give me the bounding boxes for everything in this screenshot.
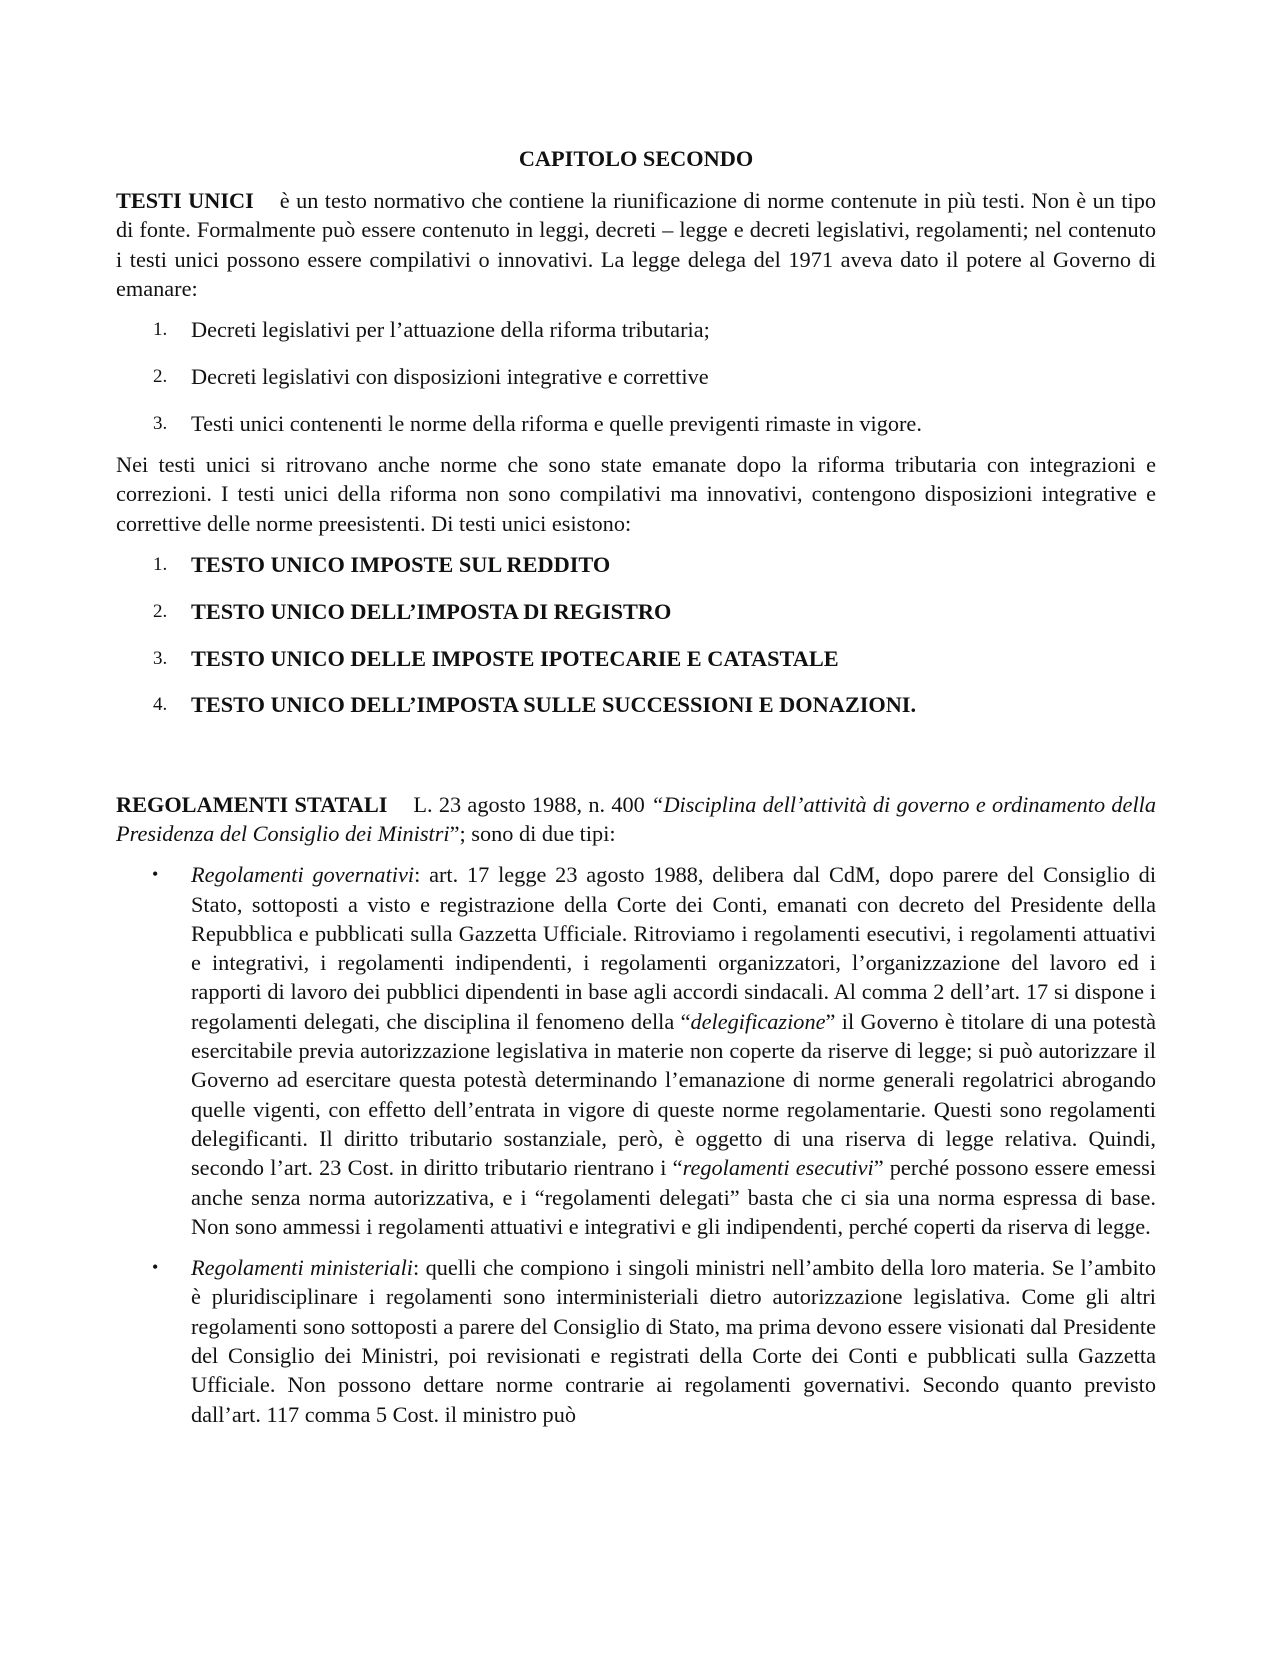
decree-list [116,315,1156,438]
bullet-italic-term: regolamenti esecutivi [682,1155,874,1181]
list-text: Decreti legislativi con disposizioni integrative e correttive [191,363,709,389]
law-title: Disciplina dell’attività di governo e ordinamento della Presidenza del Consiglio dei Ministri [116,791,1156,846]
list-text: TESTO UNICO DELL’IMPOSTA DI REGISTRO [191,598,672,624]
list-item [116,550,1156,579]
regolamenti-statali-lead: REGOLAMENTI STATALI [116,791,388,817]
list-text: Decreti legislativi per l’attuazione della riforma tributaria; [191,317,710,343]
list-item [116,409,1156,438]
law-reference: L. 23 agosto 1988, n. 400 [413,791,652,817]
bullet-text: ” il Governo è titolare di una potestà esercitabile previa autorizzazione legislativa in materie non coperte da riserve di legge; si può autorizzare il Governo ad esercitare questa potestà determinando l’emanazione di norme generali regolatrici abrogando quelle vigenti, con effetto dell’entrata in vigore di queste norme regolamentarie. Questi sono regolamenti delegificanti. Il diritto tributario sostanziale, però, è oggetto di una riserva di legge relativa. Quindi, secondo l’art. 23 Cost. in diritto tributario rientrano i “ [191,1008,1157,1181]
bullet-label: Regolamenti ministeriali [191,1255,413,1281]
list-number: 2. [153,365,168,387]
list-item [116,315,1156,344]
list-text: TESTO UNICO DELL’IMPOSTA SULLE SUCCESSIONI E DONAZIONI. [191,692,917,718]
list-number: 2. [153,600,168,622]
list-item [116,362,1156,391]
bullet-marker: • [152,1257,159,1278]
list-number: 3. [153,412,168,434]
document-body [116,144,1156,1441]
testi-unici-followup: Nei testi unici si ritrovano anche norme che sono state emanate dopo la riforma tributaria con integrazioni e correzioni. I testi unici della riforma non sono compilativi ma innovativi, contengono disposizioni integrative e correttive delle norme preesistenti. Di testi unici esistono: [116,452,1156,536]
testi-unici-paragraph [116,186,1156,303]
list-item [116,690,1156,719]
bullet-text: : quelli che compiono i singoli ministri nell’ambito della loro materia. Se l’ambito è pluridisciplinare i regolamenti sono interministeriali dietro autorizzazione legislativa. Come gli altri regolamenti sono sottoposti a parere del Consiglio di Stato, ma prima devono essere visionati dal Presidente del Consiglio dei Ministri, poi revisionati e registrati della Corte dei Conti e pubblicati sulla Gazzetta Ufficiale. Non possono dettare norme contrarie ai regolamenti governativi. Secondo quanto previsto dall’art. 117 comma 5 Cost. il ministro può [191,1255,1156,1427]
list-item [116,644,1156,673]
testi-unici-lead: TESTI UNICI [116,188,254,213]
list-number: 4. [153,694,168,716]
bullet-text: : art. 17 legge 23 agosto 1988, delibera dal CdM, dopo parere del Consiglio di Stato, sottoposti a visto e registrazione della Corte dei Conti, emanati con decreto del Presidente della Repubblica e pubblicati sulla Gazzetta Ufficiale. Ritroviamo i regolamenti esecutivi, i regolamenti attuativi e integrativi, i regolamenti indipendenti, i regolamenti organizzatori, l’organizzazione del lavoro ed i rapporti di lavoro dei pubblici dipendenti in base agli accordi sindacali. Al comma 2 dell’art. 17 si dispone i regolamenti delegati, che disciplina il fenomeno della “ [191,862,1157,1034]
list-item [116,860,1156,1241]
bullet-marker: • [152,864,159,885]
list-text: TESTO UNICO DELLE IMPOSTE IPOTECARIE E CATASTALE [191,645,839,671]
bullet-italic-term: delegificazione [690,1008,826,1034]
list-number: 3. [153,647,168,669]
list-item [116,597,1156,626]
section-spacer [116,732,1156,790]
testi-unici-list [116,550,1156,720]
list-number: 1. [153,553,168,575]
list-text: TESTO UNICO IMPOSTE SUL REDDITO [191,551,611,577]
list-item [116,1253,1156,1429]
bullet-label: Regolamenti governativi [191,862,415,888]
regolamenti-statali-paragraph [116,790,1156,849]
bullet-text: ” perché possono essere emessi anche senza norma autorizzativa, e i “regolamenti delegati” basta che ci sia una norma espressa di base. Non sono ammessi i regolamenti attuativi e integrativi e gli indipendenti, perché coperti da riserva di legge. [191,1155,1156,1239]
law-reference-tail: ”; sono di due tipi: [449,820,616,846]
chapter-title: CAPITOLO SECONDO [518,146,754,171]
testi-unici-intro: è un testo normativo che contiene la riunificazione di norme contenute in più testi. Non è un tipo di fonte. Formalmente può essere contenuto in leggi, decreti – legge e decreti legislativi, regolamenti; nel contenuto i testi unici possono essere compilativi o innovativi. La legge delega del 1971 aveva dato il potere al Governo di emanare: [116,188,1156,301]
list-number: 1. [153,319,168,341]
regolamenti-list [116,860,1156,1429]
law-quote-open: “ [651,791,664,817]
list-text: Testi unici contenenti le norme della riforma e quelle previgenti rimaste in vigore. [191,410,922,436]
